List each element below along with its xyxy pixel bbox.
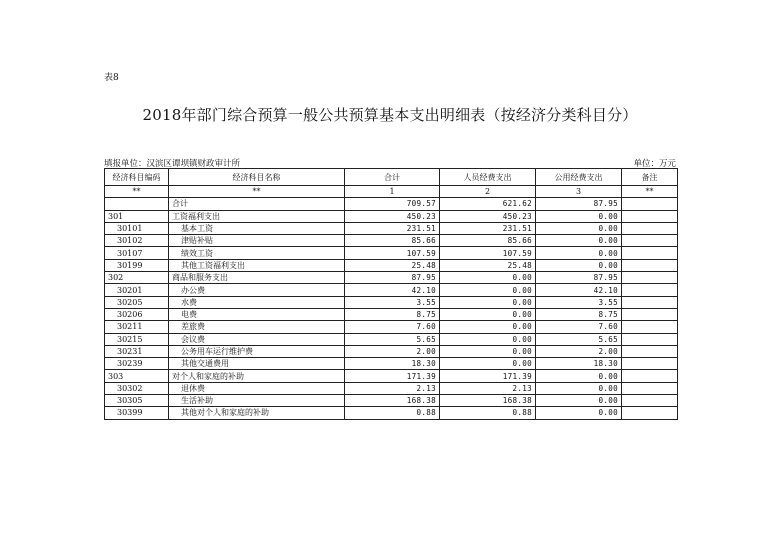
total-cell: 18.30 [345, 358, 440, 370]
note-cell [622, 259, 678, 271]
total-cell: 231.51 [345, 222, 440, 234]
table-row [105, 198, 678, 210]
personnel-expense-cell: 450.23 [440, 210, 536, 222]
economic-code-cell: 30101 [105, 222, 169, 234]
budget-table [104, 168, 678, 420]
personnel-expense-cell: 0.00 [440, 333, 536, 345]
note-cell [622, 308, 678, 320]
public-expense-cell: 0.00 [536, 235, 622, 247]
table-row [105, 235, 678, 247]
economic-name-cell: 绩效工资 [169, 247, 345, 259]
note-cell [622, 345, 678, 357]
economic-code-cell: 302 [105, 272, 169, 284]
header-economic-code: 经济科目编码 [105, 169, 169, 186]
note-cell [622, 321, 678, 333]
economic-name-cell: 生活补助 [169, 395, 345, 407]
personnel-expense-cell: 168.38 [440, 395, 536, 407]
personnel-expense-cell: 0.00 [440, 358, 536, 370]
note-cell [622, 210, 678, 222]
economic-name-cell: 基本工资 [169, 222, 345, 234]
table-row [105, 370, 678, 382]
economic-name-cell: 水费 [169, 296, 345, 308]
index-cell: ** [622, 186, 678, 198]
table-row [105, 358, 678, 370]
economic-code-cell: 30206 [105, 308, 169, 320]
personnel-expense-cell: 0.88 [440, 407, 536, 419]
public-expense-cell: 0.00 [536, 370, 622, 382]
table-row [105, 222, 678, 234]
personnel-expense-cell: 621.62 [440, 198, 536, 210]
personnel-expense-cell: 0.00 [440, 345, 536, 357]
index-cell: ** [105, 186, 169, 198]
economic-code-cell: 30107 [105, 247, 169, 259]
personnel-expense-cell: 25.48 [440, 259, 536, 271]
note-cell [622, 407, 678, 419]
public-expense-cell: 0.00 [536, 407, 622, 419]
personnel-expense-cell: 0.00 [440, 321, 536, 333]
total-cell: 0.88 [345, 407, 440, 419]
header-economic-name: 经济科目名称 [169, 169, 345, 186]
economic-code-cell: 301 [105, 210, 169, 222]
table-row [105, 382, 678, 394]
page-title: 2018年部门综合预算一般公共预算基本支出明细表（按经济分类科目分） [142, 106, 638, 124]
note-cell [622, 382, 678, 394]
public-expense-cell: 0.00 [536, 395, 622, 407]
public-expense-cell: 0.00 [536, 210, 622, 222]
economic-code-cell: 30199 [105, 259, 169, 271]
personnel-expense-cell: 0.00 [440, 284, 536, 296]
table-row [105, 333, 678, 345]
economic-name-cell: 津贴补贴 [169, 235, 345, 247]
total-cell: 8.75 [345, 308, 440, 320]
header-note: 备注 [622, 169, 678, 186]
public-expense-cell: 8.75 [536, 308, 622, 320]
economic-code-cell: 303 [105, 370, 169, 382]
table-index-row [105, 186, 678, 198]
public-expense-cell: 0.00 [536, 222, 622, 234]
table-row [105, 284, 678, 296]
public-expense-cell: 0.00 [536, 247, 622, 259]
total-cell: 5.65 [345, 333, 440, 345]
note-cell [622, 284, 678, 296]
total-cell: 709.57 [345, 198, 440, 210]
personnel-expense-cell: 2.13 [440, 382, 536, 394]
index-cell: ** [169, 186, 345, 198]
personnel-expense-cell: 85.66 [440, 235, 536, 247]
economic-name-cell: 差旅费 [169, 321, 345, 333]
note-cell [622, 333, 678, 345]
economic-name-cell: 其他交通费用 [169, 358, 345, 370]
personnel-expense-cell: 0.00 [440, 296, 536, 308]
public-expense-cell: 5.65 [536, 333, 622, 345]
table-row [105, 308, 678, 320]
total-cell: 171.39 [345, 370, 440, 382]
economic-code-cell: 30215 [105, 333, 169, 345]
total-cell: 107.59 [345, 247, 440, 259]
public-expense-cell: 87.95 [536, 198, 622, 210]
economic-code-cell: 30231 [105, 345, 169, 357]
table-row [105, 345, 678, 357]
note-cell [622, 296, 678, 308]
total-cell: 450.23 [345, 210, 440, 222]
personnel-expense-cell: 231.51 [440, 222, 536, 234]
table-body [105, 198, 678, 419]
economic-name-cell: 其他对个人和家庭的补助 [169, 407, 345, 419]
header-public-expense: 公用经费支出 [536, 169, 622, 186]
note-cell [622, 247, 678, 259]
economic-code-cell: 30399 [105, 407, 169, 419]
personnel-expense-cell: 171.39 [440, 370, 536, 382]
public-expense-cell: 3.55 [536, 296, 622, 308]
index-cell: 1 [345, 186, 440, 198]
table-number-label: 表8 [104, 73, 119, 83]
public-expense-cell: 87.95 [536, 272, 622, 284]
public-expense-cell: 0.00 [536, 382, 622, 394]
table-row [105, 296, 678, 308]
note-cell [622, 272, 678, 284]
economic-code-cell: 30201 [105, 284, 169, 296]
currency-unit: 单位：万元 [633, 159, 676, 169]
table-row [105, 259, 678, 271]
public-expense-cell: 42.10 [536, 284, 622, 296]
economic-name-cell: 商品和服务支出 [169, 272, 345, 284]
economic-name-cell: 电费 [169, 308, 345, 320]
table-row [105, 247, 678, 259]
total-cell: 42.10 [345, 284, 440, 296]
total-cell: 168.38 [345, 395, 440, 407]
economic-name-cell: 退休费 [169, 382, 345, 394]
economic-code-cell: 30305 [105, 395, 169, 407]
note-cell [622, 198, 678, 210]
table-row [105, 395, 678, 407]
total-cell: 3.55 [345, 296, 440, 308]
header-total: 合计 [345, 169, 440, 186]
economic-code-cell [105, 198, 169, 210]
economic-code-cell: 30211 [105, 321, 169, 333]
note-cell [622, 395, 678, 407]
public-expense-cell: 2.00 [536, 345, 622, 357]
total-cell: 2.00 [345, 345, 440, 357]
public-expense-cell: 7.60 [536, 321, 622, 333]
economic-name-cell: 工资福利支出 [169, 210, 345, 222]
total-cell: 7.60 [345, 321, 440, 333]
table-row [105, 210, 678, 222]
table-header-row [105, 169, 678, 186]
table-row [105, 407, 678, 419]
economic-name-cell: 对个人和家庭的补助 [169, 370, 345, 382]
economic-name-cell: 办公费 [169, 284, 345, 296]
public-expense-cell: 18.30 [536, 358, 622, 370]
economic-code-cell: 30205 [105, 296, 169, 308]
personnel-expense-cell: 0.00 [440, 308, 536, 320]
header-personnel-expense: 人员经费支出 [440, 169, 536, 186]
reporting-unit: 填报单位：汉滨区谭坝镇财政审计所 [104, 159, 241, 169]
note-cell [622, 358, 678, 370]
note-cell [622, 222, 678, 234]
index-cell: 2 [440, 186, 536, 198]
index-cell: 3 [536, 186, 622, 198]
economic-name-cell: 合计 [169, 198, 345, 210]
economic-code-cell: 30239 [105, 358, 169, 370]
total-cell: 2.13 [345, 382, 440, 394]
table-row [105, 321, 678, 333]
personnel-expense-cell: 107.59 [440, 247, 536, 259]
total-cell: 87.95 [345, 272, 440, 284]
economic-name-cell: 公务用车运行维护费 [169, 345, 345, 357]
economic-code-cell: 30102 [105, 235, 169, 247]
table-row [105, 272, 678, 284]
total-cell: 25.48 [345, 259, 440, 271]
economic-code-cell: 30302 [105, 382, 169, 394]
total-cell: 85.66 [345, 235, 440, 247]
public-expense-cell: 0.00 [536, 259, 622, 271]
economic-name-cell: 其他工资福利支出 [169, 259, 345, 271]
economic-name-cell: 会议费 [169, 333, 345, 345]
note-cell [622, 370, 678, 382]
note-cell [622, 235, 678, 247]
personnel-expense-cell: 0.00 [440, 272, 536, 284]
